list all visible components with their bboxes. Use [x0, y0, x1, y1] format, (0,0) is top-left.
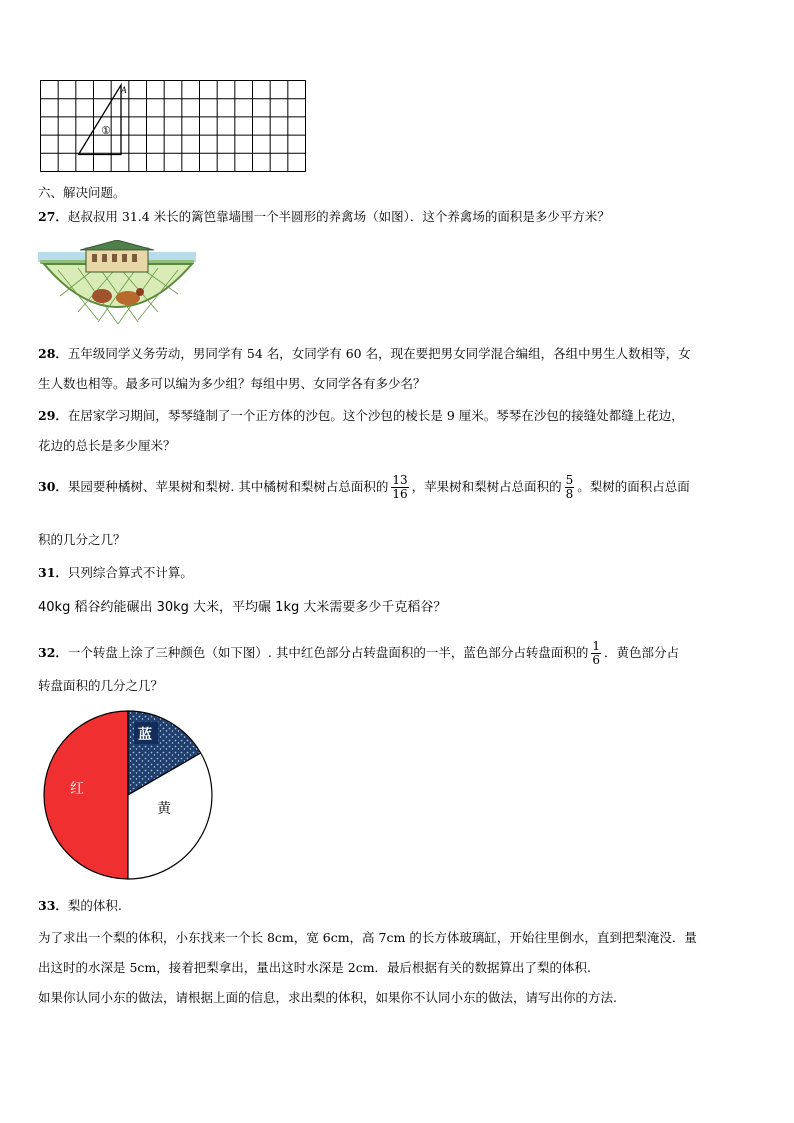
- question-text: 五年级同学义务劳动，男同学有 54 名，女同学有 60 名，现在要把男女同学混合编组，各组中男生人数相等，女: [67, 346, 691, 361]
- question-text: 。梨树的面积占总面: [577, 479, 690, 494]
- fraction-5-8: [565, 474, 575, 501]
- question-32-line1: [38, 640, 679, 667]
- pie-label-blue: 蓝: [138, 727, 152, 743]
- question-text: 梨的体积.: [67, 898, 122, 913]
- pie-slice-red: [44, 711, 128, 879]
- pie-label-red: 红: [70, 781, 84, 797]
- question-text: 只列综合算式不计算。: [67, 565, 193, 580]
- question-text: 赵叔叔用 31.4 米长的篱笆靠墙围一个半圆形的养禽场（如图）．这个养禽场的面积是多少平方米？: [67, 209, 610, 224]
- question-29-line2: 花边的总长是多少厘米？: [38, 438, 176, 453]
- question-number: 33．: [38, 898, 68, 913]
- question-33-line3: 如果你认同小东的做法，请根据上面的信息，求出梨的体积，如果你不认同小东的做法，请写出你的方法.: [38, 990, 617, 1005]
- fraction-denominator: 6: [592, 653, 600, 667]
- question-28-line2: 生人数也相等。最多可以编为多少组？每组中男、女同学各有多少名？: [38, 376, 426, 391]
- question-text: 在居家学习期间，琴琴缝制了一个正方体的沙包。这个沙包的棱长是 9 厘米。琴琴在沙包的接缝处都缝上花边，: [67, 408, 684, 423]
- question-text: ，苹果树和梨树占总面积的: [411, 479, 562, 494]
- grid-figure: [40, 80, 308, 174]
- pie-label-yellow: 黄: [157, 801, 171, 817]
- question-29-line1: [38, 406, 684, 424]
- fraction-denominator: 16: [392, 487, 408, 501]
- question-text: 一个转盘上涂了三种颜色（如下图）. 其中红色部分占转盘面积的一半，蓝色部分占转盘面积的: [67, 645, 589, 660]
- question-text: ．黄色部分占: [604, 645, 680, 660]
- question-27: [38, 207, 610, 225]
- question-number: 27．: [38, 209, 68, 224]
- question-number: 28．: [38, 346, 68, 361]
- question-30-line2: 积的几分之几？: [38, 532, 126, 547]
- fraction-denominator: 8: [565, 487, 574, 501]
- triangle-1-label: ①: [101, 124, 111, 137]
- question-33-line2: 出这时的水深是 5cm，接着把梨拿出，量出这时水深是 2cm．最后根据有关的数据算出了梨的体积.: [38, 960, 592, 975]
- question-33-line1: 为了求出一个梨的体积，小东找来一个长 8cm，宽 6cm，高 7cm 的长方体玻璃缸，开始往里倒水，直到把梨淹没．量: [38, 930, 697, 945]
- question-number: 29．: [38, 408, 68, 423]
- question-31: [38, 563, 193, 581]
- fraction-numerator: 1: [592, 639, 600, 653]
- question-28-line1: [38, 344, 691, 362]
- question-number: 32．: [38, 645, 68, 660]
- spinner-pie: [42, 709, 214, 881]
- question-31-problem: 40kg 稻谷约能碾出 30kg 大米，平均碾 1kg 大米需要多少千克稻谷？: [38, 600, 447, 615]
- point-a-label: A: [121, 85, 127, 95]
- question-number: 31．: [38, 565, 68, 580]
- fraction-1-6: [591, 640, 601, 667]
- fraction-numerator: 5: [565, 473, 574, 487]
- section-title: 六、解决问题。: [38, 185, 126, 200]
- fraction-13-16: [391, 474, 408, 501]
- question-33-title: [38, 896, 122, 914]
- fraction-numerator: 13: [392, 473, 408, 487]
- poultry-yard-picture: [38, 240, 196, 328]
- question-32-line2: 转盘面积的几分之几？: [38, 678, 164, 693]
- question-30-line1: [38, 474, 690, 501]
- question-number: 30．: [38, 479, 68, 494]
- question-text: 果园要种橘树、苹果树和梨树. 其中橘树和梨树占总面积的: [67, 479, 389, 494]
